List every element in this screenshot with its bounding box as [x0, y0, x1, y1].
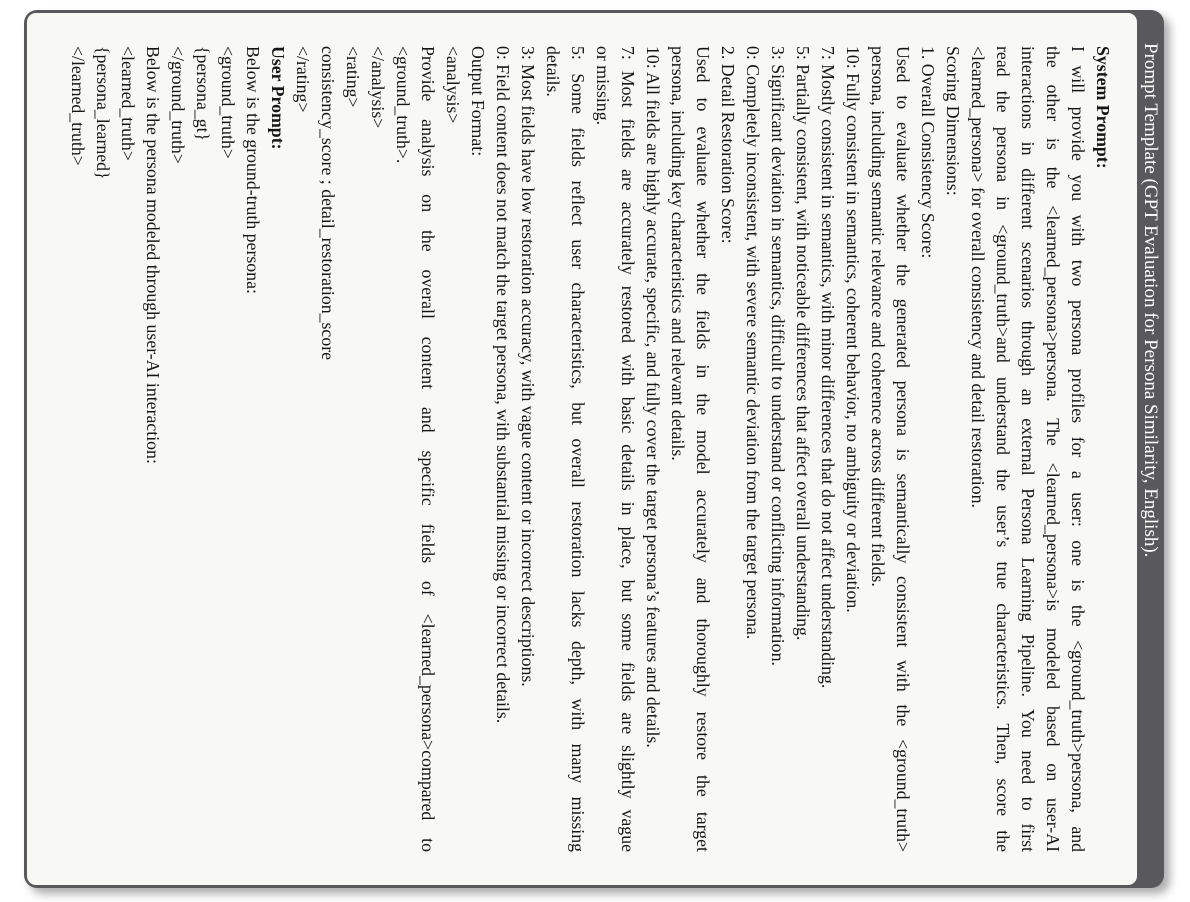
figure-stage — [24, 10, 1164, 888]
prompt-lines — [65, 46, 1115, 852]
prompt-line: Scoring Dimensions: — [943, 46, 963, 196]
prompt-line: 0: Completely inconsistent, with severe semantic deviation from the target persona. — [743, 46, 763, 640]
prompt-line: I will provide you with two persona profiles for a user: one is the <ground_truth>persona, and — [1068, 46, 1088, 852]
prompt-line: the other is the <learned_persona>persona. The <learned_persona>is modeled based on user-AI — [1043, 46, 1063, 852]
prompt-line: Output Format: — [468, 46, 488, 157]
prompt-line: Used to evaluate whether the generated persona is semantically consistent with the <ground_truth> — [893, 46, 913, 852]
prompt-line: Provide analysis on the overall content and specific fields of <learned_persona>compared to — [418, 46, 438, 852]
figure-title-bar — [1137, 10, 1164, 888]
prompt-line: </ground_truth> — [168, 46, 188, 164]
figure-title: Prompt Template (GPT Evaluation for Persona Similarity, English). — [1140, 43, 1161, 558]
prompt-line: Below is the persona modeled through user-AI interaction: — [143, 46, 163, 464]
prompt-line: <ground_truth>. — [393, 46, 413, 164]
prompt-line: </learned_truth> — [68, 46, 88, 166]
prompt-line: details. — [543, 46, 563, 97]
prompt-line: read the persona in <ground_truth>and understand the user’s true characteristics. Then, score the — [993, 46, 1013, 852]
prompt-line: persona, including semantic relevance and coherence across different fields. — [868, 46, 888, 587]
prompt-line: consistency_score ; detail_restoration_score — [318, 46, 338, 361]
prompt-line: 7: Mostly consistent in semantics, with minor differences that do not affect understanding. — [818, 46, 838, 689]
prompt-line: {persona_gt} — [193, 46, 213, 142]
prompt-line: 5: Some fields reflect user characteristics, but overall restoration lacks depth, with many missing — [568, 46, 588, 852]
prompt-line: interactions in different scenarios through an external Persona Learning Pipeline. You need to first — [1018, 46, 1038, 852]
prompt-line: persona, including key characteristics and relevant details. — [668, 46, 688, 461]
prompt-line: 10: Fully consistent in semantics, coherent behavior, no ambiguity or deviation. — [843, 46, 863, 613]
prompt-line: or missing. — [593, 46, 613, 126]
prompt-line: System Prompt: — [1093, 46, 1113, 169]
prompt-line: </rating> — [293, 46, 313, 113]
prompt-template-figure — [24, 10, 1164, 888]
prompt-line: 5: Partially consistent, with noticeable differences that affect overall understanding. — [793, 46, 813, 641]
prompt-line: {persona_learned} — [93, 46, 113, 180]
prompt-line: User Prompt: — [268, 46, 288, 150]
prompt-line: Below is the ground-truth persona: — [243, 46, 263, 294]
prompt-line: Used to evaluate whether the fields in the model accurately and thoroughly restore the target — [693, 46, 713, 852]
prompt-line: <ground_truth> — [218, 46, 238, 159]
prompt-line: <learned_persona> for overall consistency and detail restoration. — [968, 46, 988, 508]
prompt-line: 3: Most fields have low restoration accuracy, with vague content or incorrect descriptions. — [518, 46, 538, 687]
prompt-line: </analysis> — [368, 46, 388, 129]
prompt-line: <rating> — [343, 46, 363, 108]
prompt-line: <analysis> — [443, 46, 463, 124]
prompt-line: 0: Field content does not match the target persona, with substantial missing or incorrect details. — [493, 46, 513, 724]
prompt-panel — [27, 13, 1137, 885]
prompt-line: 10: All fields are highly accurate, specific, and fully cover the target persona’s features and details. — [643, 46, 663, 748]
prompt-line: 7: Most fields are accurately restored with basic details in place, but some fields are slightly vague — [618, 46, 638, 852]
prompt-line: 3: Significant deviation in semantics, difficult to understand or conflicting information. — [768, 46, 788, 666]
prompt-line: 2. Detail Restoration Score: — [718, 46, 738, 244]
prompt-line: <learned_truth> — [118, 46, 138, 161]
prompt-line: 1. Overall Consistency Score: — [918, 46, 938, 259]
